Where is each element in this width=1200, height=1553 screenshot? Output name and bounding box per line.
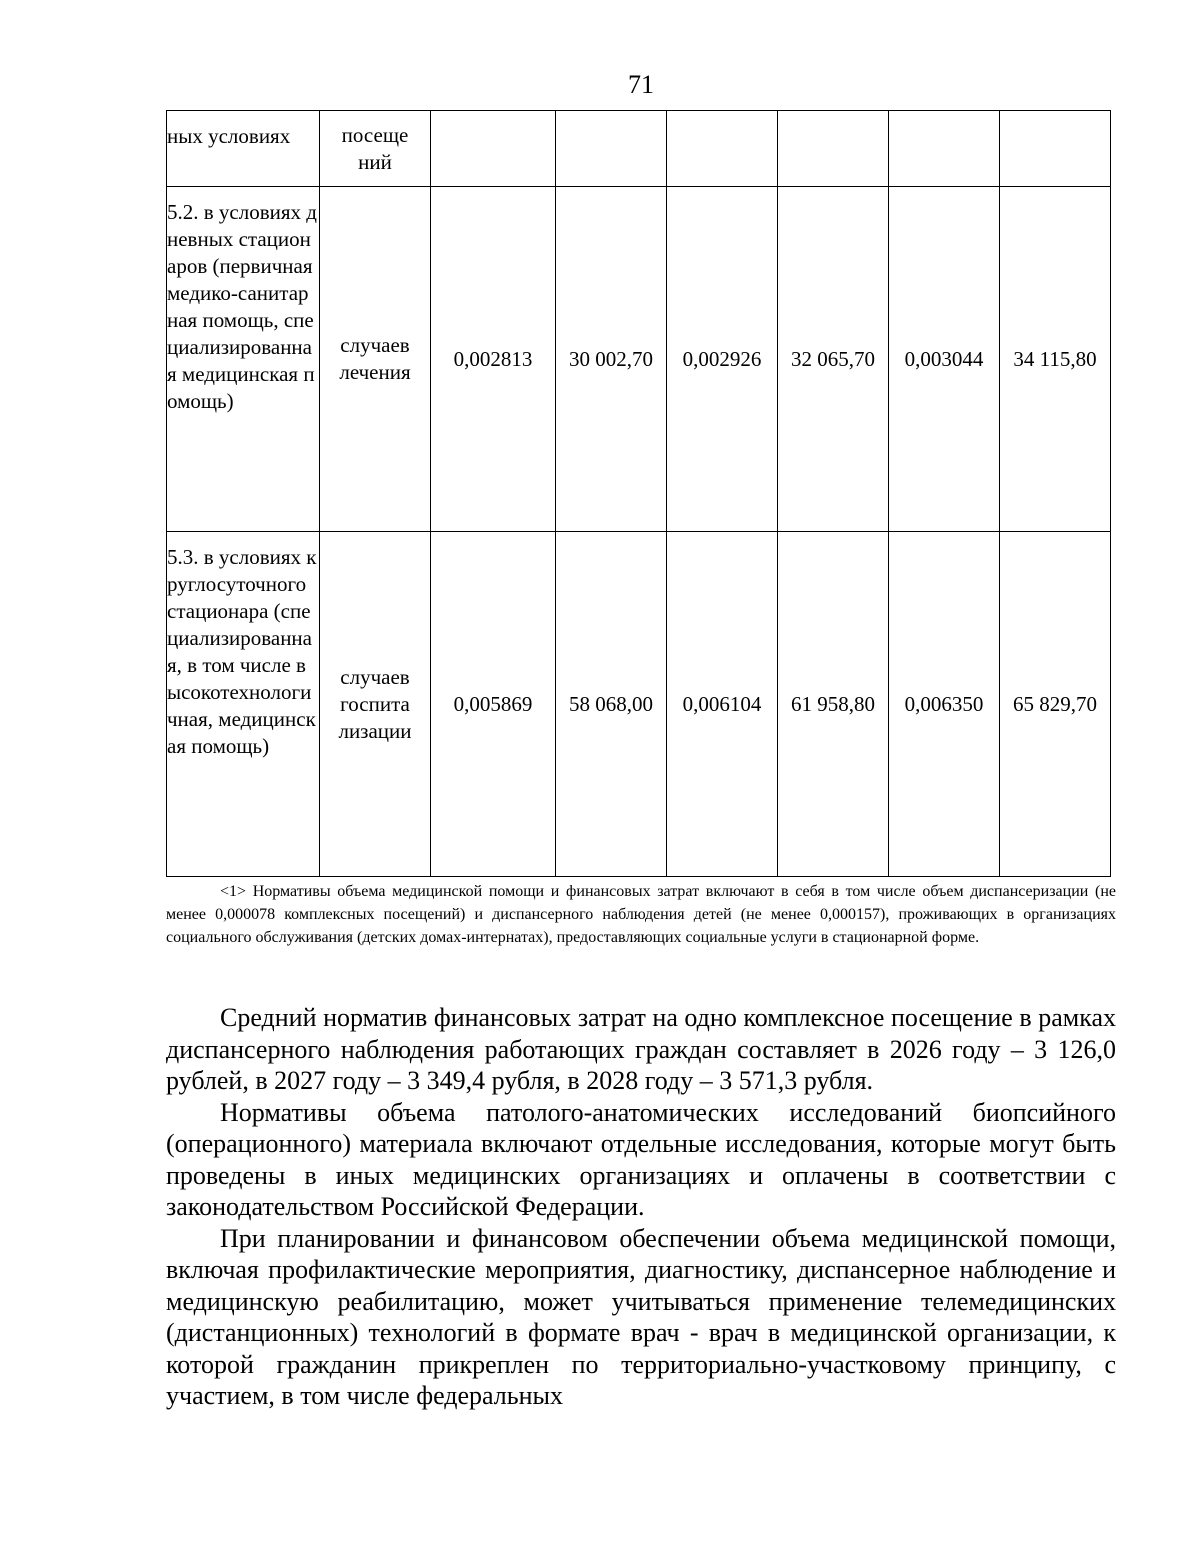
row-name: 5.2. в условиях дневных стационаров (первичная медико-санитарная помощь, специализированная медицинская помощь) [167, 187, 320, 532]
cell-value: 0,002926 [667, 187, 778, 532]
table-row [167, 532, 1111, 877]
row-unit: случаев лечения [320, 187, 431, 532]
cell-value [1000, 111, 1111, 187]
row-unit: случаев госпита лизации [320, 532, 431, 877]
body-text [166, 1002, 1116, 1412]
paragraph: Средний норматив финансовых затрат на одно комплексное посещение в рамках диспансерного наблюдения работающих граждан составляет в 2026 году – 3 126,0 рублей, в 2027 году – 3 349,4 рубля, в 2028 году – 3 571,3 рубля. [166, 1003, 1116, 1095]
row-unit: посеще ний [320, 111, 431, 187]
table-row [167, 111, 1111, 187]
row-name: 5.3. в условиях круглосуточного стационара (специализированная, в том числе высокотехнологичная, медицинская помощь) [167, 532, 320, 877]
cell-value [778, 111, 889, 187]
cell-value: 61 958,80 [778, 532, 889, 877]
cell-value: 0,002813 [431, 187, 556, 532]
cell-value: 30 002,70 [556, 187, 667, 532]
cell-value: 32 065,70 [778, 187, 889, 532]
cell-value [431, 111, 556, 187]
footnote: <1> Нормативы объема медицинской помощи и финансовых затрат включают в себя в том числе объем диспансеризации (не менее 0,000078 комплексных посещений) и диспансерного наблюдения детей (не менее 0,000157), проживающих в организациях социального обслуживания (детских домах-интернатах), предоставляющих социальные услуги в стационарной форме. [166, 883, 1116, 946]
paragraph: При планировании и финансовом обеспечении объема медицинской помощи, включая профилактические мероприятия, диагностику, диспансерное наблюдение и медицинскую реабилитацию, может учитываться применение телемедицинских (дистанционных) технологий в формате врач - врач в медицинской организации, к которой гражданин прикреплен по территориально-участковому принципу, с участием, в том числе федеральных [166, 1223, 1116, 1410]
page-number: 71 [628, 70, 654, 99]
cell-value: 58 068,00 [556, 532, 667, 877]
paragraph: Нормативы объема патолого-анатомических исследований биопсийного (операционного) материала включают отдельные исследования, которые могут быть проведены в иных медицинских организациях и оплачены в соответствии с законодательством Российской Федерации. [166, 1097, 1116, 1221]
cell-value: 0,006350 [889, 532, 1000, 877]
cell-value [667, 111, 778, 187]
cell-value: 0,006104 [667, 532, 778, 877]
cell-value: 65 829,70 [1000, 532, 1111, 877]
cell-value: 34 115,80 [1000, 187, 1111, 532]
cell-value: 0,005869 [431, 532, 556, 877]
table-row [167, 187, 1111, 532]
row-name: ных условиях [167, 111, 320, 187]
cell-value [556, 111, 667, 187]
cell-value: 0,003044 [889, 187, 1000, 532]
cell-value [889, 111, 1000, 187]
norms-table [166, 110, 1111, 877]
